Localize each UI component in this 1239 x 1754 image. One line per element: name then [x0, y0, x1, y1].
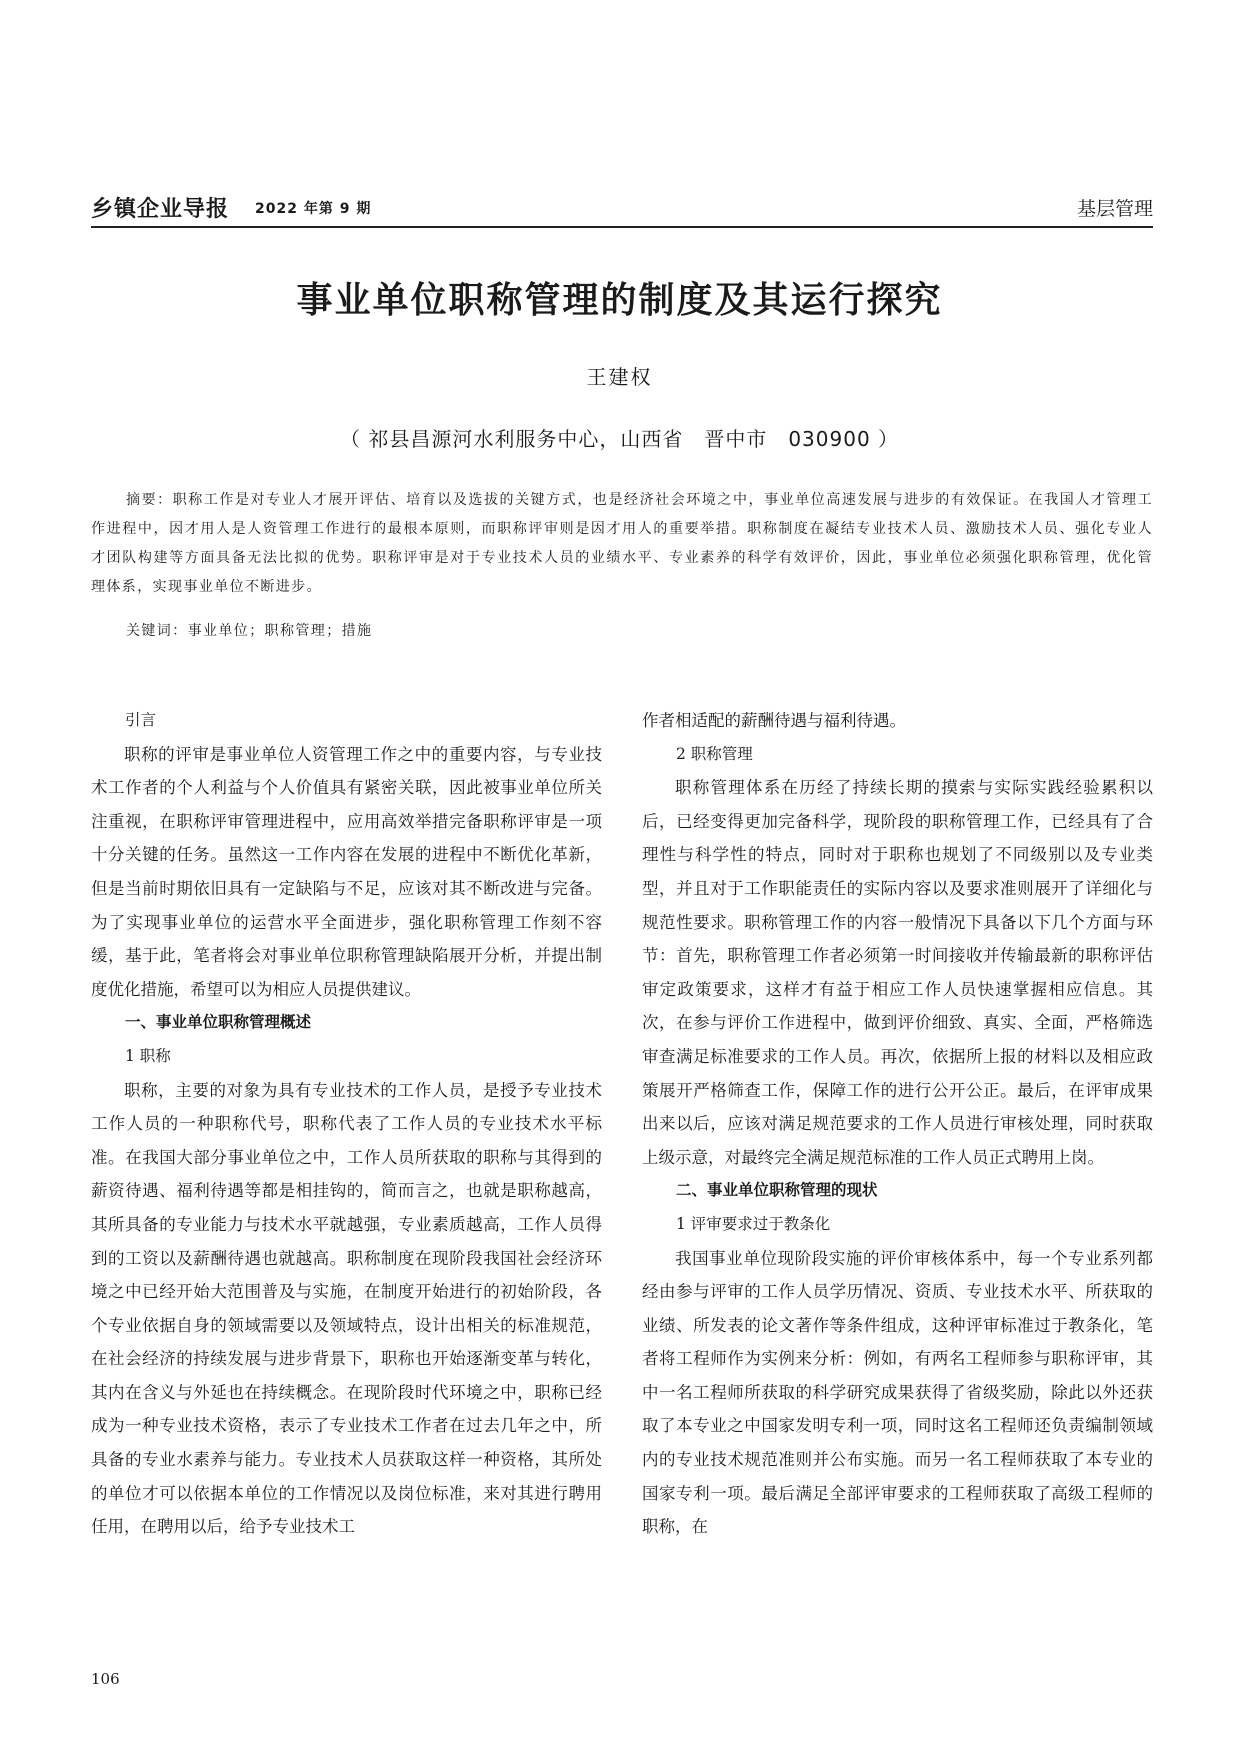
author-affiliation: （ 祁县昌源河水利服务中心，山西省 晋中市 030900 ） [339, 427, 900, 451]
subsection-1-2-heading: 2 职称管理 [676, 744, 753, 763]
section-1-heading: 一、事业单位职称管理概述 [125, 1013, 312, 1032]
journal-name: 乡镇企业导报 [91, 197, 230, 222]
section-label: 基层管理 [1076, 198, 1153, 220]
continued-text: 作者相适配的薪酬待遇与福利待遇。 [642, 711, 906, 730]
page-header [91, 190, 1153, 228]
intro-paragraph: 职称的评审是事业单位人资管理工作之中的重要内容，与专业技术工作者的个人利益与个人价值具有紧密关联，因此被事业单位所关注重视，在职称评审管理进程中，应用高效举措完备职称评审是一项十分关键的任务。虽然这一工作内容在发展的进程中不断优化革新，但是当前时期依旧具有一定缺陷与不足，应该对其不断改进与完备。为了实现事业单位的运营水平全面进步，强化职称管理工作刻不容缓，基于此，笔者将会对事业单位职称管理缺陷展开分析，并提出制度优化措施，希望可以为相应人员提供建议。 [91, 744, 602, 999]
subsection-2-1-paragraph: 我国事业单位现阶段实施的评价审核体系中，每一个专业系列都经由参与评审的工作人员学历情况、资质、专业技术水平、所获取的业绩、所发表的论文著作等条件组成，这种评审标准过于教条化，笔者将工程师作为实例来分析：例如，有两名工程师参与职称评审，其中一名工程师所获取的科学研究成果获得了省级奖励，除此以外还获取了本专业之中国家发明专利一项，同时这名工程师还负责编制领域内的专业技术规范准则并公布实施。而另一名工程师获取了本专业的国家专利一项。最后满足全部评审要求的工程师获取了高级工程师的职称，在 [642, 1248, 1153, 1537]
page-number: 106 [91, 1670, 120, 1688]
issue-label: 2022 年第 9 期 [255, 201, 372, 217]
article-title: 事业单位职称管理的制度及其运行探究 [296, 280, 943, 321]
left-column [91, 704, 602, 1544]
right-column [642, 704, 1153, 1544]
subsection-1-2-paragraph: 职称管理体系在历经了持续长期的摸索与实际实践经验累积以后，已经变得更加完备科学，现阶段的职称管理工作，已经具有了合理性与科学性的特点，同时对于职称也规划了不同级别以及专业类型，并且对于工作职能责任的实际内容以及要求准则展开了详细化与规范性要求。职称管理工作的内容一般情况下具备以下几个方面与环节：首先，职称管理工作者必须第一时间接收并传输最新的职称评估审定政策要求，这样才有益于相应工作人员快速掌握相应信息。其次，在参与评价工作进程中，做到评价细致、真实、全面，严格筛选审查满足标准要求的工作人员。再次，依据所上报的材料以及相应政策展开严格筛查工作，保障工作的进行公开公正。最后，在评审成果出来以后，应该对满足规范要求的工作人员进行审核处理，同时获取上级示意，对最终完全满足规范标准的工作人员正式聘用上岗。 [642, 778, 1153, 1167]
abstract: 摘要：职称工作是对专业人才展开评估、培育以及选拔的关键方式，也是经济社会环境之中，事业单位高速发展与进步的有效保证。在我国人才管理工作进程中，因才用人是人资管理工作进行的最根本原则，而职称评审则是因才用人的重要举措。职称制度在凝结专业技术人员、激励技术人员、强化专业人才团队构建等方面具备无法比拟的优势。职称评审是对于专业技术人员的业绩水平、专业素养的科学有效评价，因此，事业单位必须强化职称管理，优化管理体系，实现事业单位不断进步。 [91, 492, 1153, 595]
subsection-1-1-paragraph: 职称，主要的对象为具有专业技术的工作人员，是授予专业技术工作人员的一种职称代号，职称代表了工作人员的专业技术水平标准。在我国大部分事业单位之中，工作人员所获取的职称与其得到的薪资待遇、福利待遇等都是相挂钩的，简而言之，也就是职称越高，其所具备的专业能力与技术水平就越强，专业素质越高，工作人员得到的工资以及薪酬待遇也就越高。职称制度在现阶段我国社会经济环境之中已经开始大范围普及与实施，在制度开始进行的初始阶段，各个专业依据自身的领域需要以及领域特点，设计出相关的标准规范，在社会经济的持续发展与进步背景下，职称也开始逐渐变革与转化，其内在含义与外延也在持续概念。在现阶段时代环境之中，职称已经成为一种专业技术资格，表示了专业技术工作者在过去几年之中，所具备的专业水素养与能力。专业技术人员获取这样一种资格，其所处的单位才可以依据本单位的工作情况以及岗位标准，来对其进行聘用任用，在聘用以后，给予专业技术工 [91, 1080, 602, 1537]
intro-heading: 引言 [125, 711, 157, 729]
article-author: 王建权 [586, 365, 653, 389]
section-2-heading: 二、事业单位职称管理的现状 [676, 1181, 878, 1200]
keywords: 关键词：事业单位；职称管理；措施 [126, 623, 373, 639]
subsection-1-1-heading: 1 职称 [125, 1046, 171, 1065]
subsection-2-1-heading: 1 评审要求过于教条化 [676, 1214, 831, 1233]
